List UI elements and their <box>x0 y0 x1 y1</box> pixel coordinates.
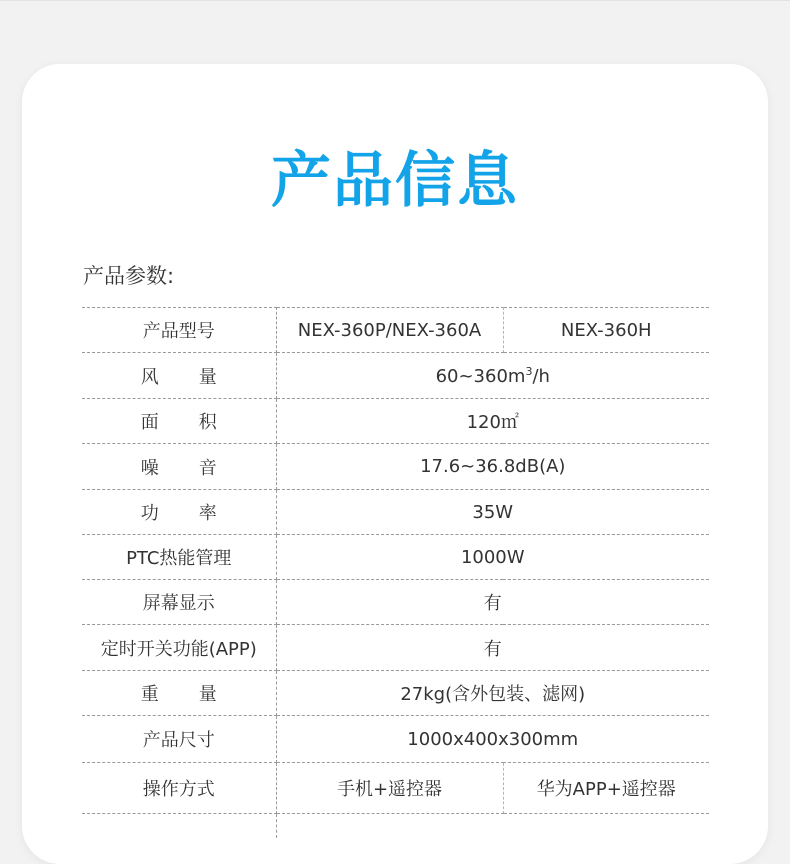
section-heading: 产品参数: <box>83 264 175 288</box>
spec-value: 1000W <box>276 535 709 580</box>
table-row-operation <box>82 763 709 814</box>
spec-label-char: 音 <box>198 457 217 479</box>
spec-label <box>82 444 276 490</box>
spec-label: 产品尺寸 <box>82 716 276 763</box>
spec-label-char: 量 <box>198 684 217 705</box>
spec-value: NEX-360P/NEX-360A <box>276 308 503 353</box>
spec-value-superscript: 3 <box>525 364 533 378</box>
table-row-power <box>82 490 709 535</box>
table-row-noise <box>82 444 709 490</box>
table-row-size <box>82 716 709 763</box>
spec-label: 屏幕显示 <box>82 580 276 625</box>
spec-table <box>82 307 709 838</box>
spec-value: 27kg(含外包装、滤网) <box>276 671 709 716</box>
table-row-timer <box>82 625 709 671</box>
top-divider <box>0 0 790 1</box>
spec-label-char: 量 <box>198 366 217 388</box>
table-row-area <box>82 399 709 444</box>
spec-value: 35W <box>276 490 709 535</box>
table-row-display <box>82 580 709 625</box>
spec-label-char: 功 <box>140 503 159 524</box>
spec-label <box>82 490 276 535</box>
spec-value: 120㎡ <box>276 399 709 444</box>
spec-label: PTC热能管理 <box>82 535 276 580</box>
spec-label-char: 噪 <box>140 457 159 479</box>
spec-label <box>82 671 276 716</box>
spec-label-char: 率 <box>198 503 217 524</box>
table-row-airflow <box>82 353 709 399</box>
spec-value-main: 60~360m <box>435 365 526 387</box>
spec-label <box>82 353 276 399</box>
spec-value-unit: /h <box>532 365 550 387</box>
spec-label-char: 风 <box>140 366 159 388</box>
spec-label-char: 重 <box>140 684 159 705</box>
table-row-model <box>82 308 709 353</box>
table-row-ptc <box>82 535 709 580</box>
spec-label <box>82 399 276 444</box>
spec-label: 产品型号 <box>82 308 276 353</box>
page-title: 产品信息 <box>271 146 519 216</box>
table-row-weight <box>82 671 709 716</box>
spec-value: 有 <box>276 625 709 671</box>
spec-label: 操作方式 <box>82 763 276 814</box>
spec-label-char: 积 <box>198 412 217 433</box>
spec-label: 定时开关功能(APP) <box>82 625 276 671</box>
spec-value: 17.6~36.8dB(A) <box>276 444 709 490</box>
spec-label-char: 面 <box>140 412 159 433</box>
spec-value <box>276 353 709 399</box>
spec-value: NEX-360H <box>503 308 709 353</box>
table-row-trailing <box>82 814 709 838</box>
spec-value: 有 <box>276 580 709 625</box>
spec-value: 华为APP+遥控器 <box>503 763 709 814</box>
spec-value: 手机+遥控器 <box>276 763 503 814</box>
spec-value: 1000x400x300mm <box>276 716 709 763</box>
